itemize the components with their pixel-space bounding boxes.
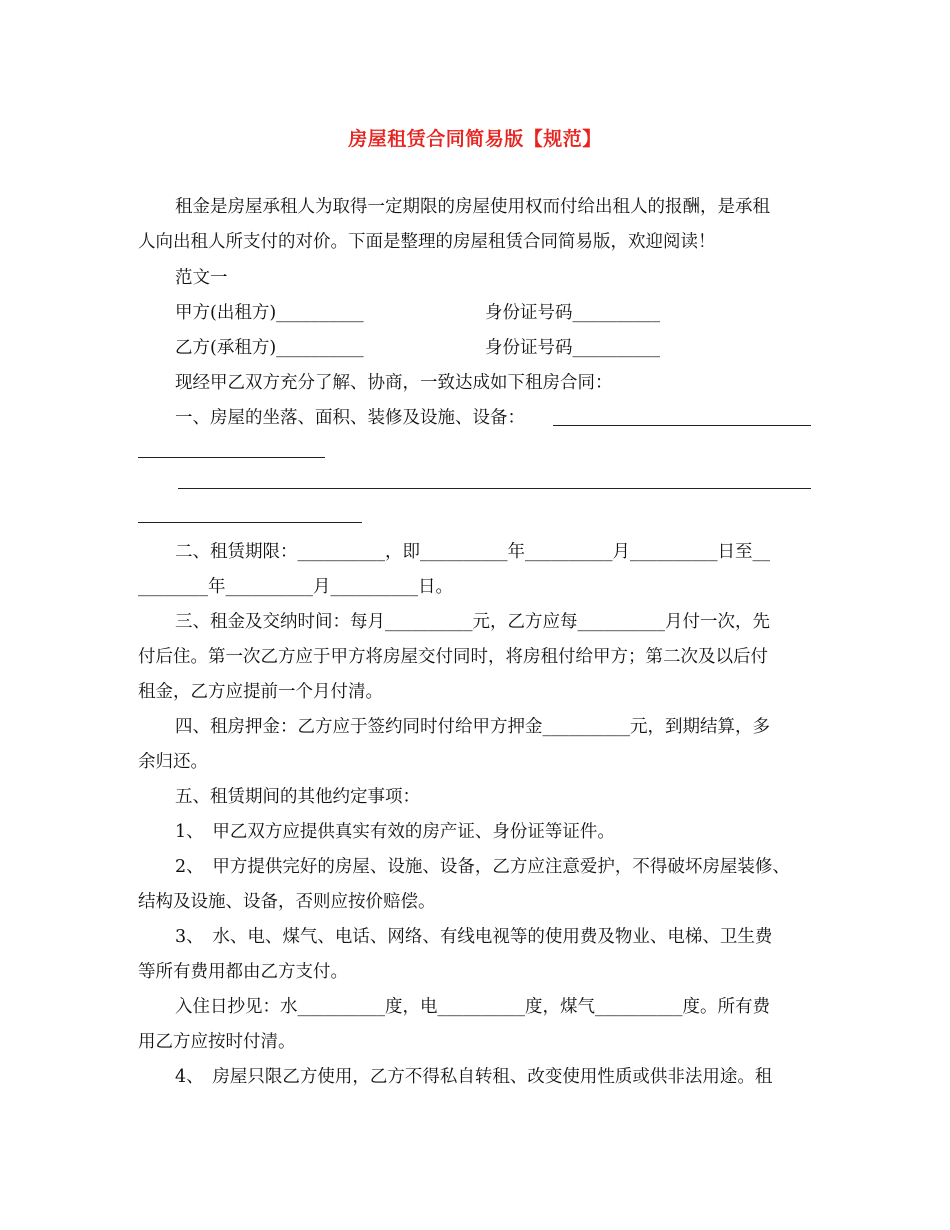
paragraph-line: 人向出租人所支付的对价。下面是整理的房屋租赁合同简易版，欢迎阅读！ [138,232,716,252]
fill-in-line [553,425,811,426]
fill-in-line [138,522,362,523]
list-item: 3、 水、电、煤气、电话、网络、有线电视等的使用费及物业、电梯、卫生费 [175,927,773,947]
clause-3-line: 三、租金及交纳时间：每月__________元，乙方应每__________月付一次，先 [175,612,770,632]
list-item: 4、 房屋只限乙方使用，乙方不得私自转租、改变使用性质或供非法用途。租 [175,1067,773,1087]
clause-2-line: 二、租赁期限：__________，即__________年__________月__________日至__ [175,542,770,562]
paragraph-line: 现经甲乙双方充分了解、协商，一致达成如下租房合同： [175,373,613,393]
clause-3-line: 付后住。第一次乙方应于甲方将房屋交付同时，将房租付给甲方；第二次及以后付 [138,647,768,667]
clause-2-line: ________年__________月__________日。 [138,577,453,597]
paragraph-line: 范文一 [175,268,228,288]
fill-in-line [178,488,811,489]
list-item: 结构及设施、设备，否则应按价赔偿。 [138,892,436,912]
clause-1-heading: 一、房屋的坐落、面积、装修及设施、设备： [175,408,525,428]
party-b-id-field: 身份证号码__________ [485,338,660,358]
party-a-id-field: 身份证号码__________ [485,303,660,323]
clause-4-line: 四、租房押金：乙方应于签约同时付给甲方押金__________元，到期结算，多 [175,717,770,737]
page-title: 房屋租赁合同简易版【规范】 [348,128,602,150]
meter-reading-line: 用乙方应按时付清。 [138,1032,296,1052]
clause-3-line: 租金，乙方应提前一个月付清。 [138,682,383,702]
list-item: 2、 甲方提供完好的房屋、设施、设备，乙方应注意爱护，不得破坏房屋装修、 [175,857,790,877]
fill-in-line [138,457,325,458]
clause-4-line: 余归还。 [138,752,208,772]
paragraph-line: 租金是房屋承租人为取得一定期限的房屋使用权而付给出租人的报酬，是承租 [175,197,770,217]
party-a-field: 甲方(出租方)__________ [175,303,364,323]
meter-reading-line: 入住日抄见：水__________度，电__________度，煤气__________度。所有费 [175,997,770,1017]
list-item: 等所有费用都由乙方支付。 [138,962,348,982]
clause-5-heading: 五、租赁期间的其他约定事项： [175,787,420,807]
list-item: 1、 甲乙双方应提供真实有效的房产证、身份证等证件。 [175,822,615,842]
party-b-field: 乙方(承租方)__________ [175,338,364,358]
